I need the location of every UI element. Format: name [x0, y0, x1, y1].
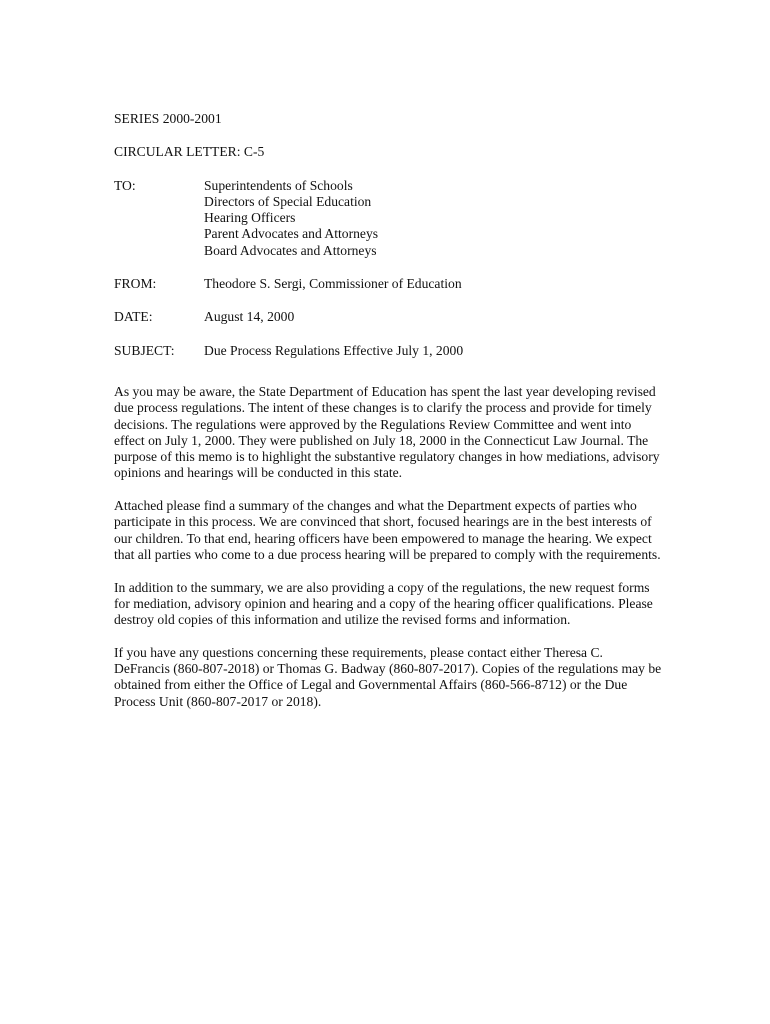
- series-heading: SERIES 2000-2001: [114, 111, 222, 126]
- body-paragraph: In addition to the summary, we are also providing a copy of the regulations, the new request forms for mediation, advisory opinion and hearing and a copy of the hearing officer qualifications. Please destroy old copies of this information and utilize the revised forms and information.: [114, 579, 653, 628]
- recipient-item: Superintendents of Schools: [204, 177, 353, 193]
- letter-body: [114, 384, 662, 710]
- memo-subject-row: [114, 343, 662, 359]
- body-paragraph: Attached please find a summary of the changes and what the Department expects of parties who participate in this process. We are convinced that short, focused hearings are in the best interests of our children. To that end, hearing officers have been empowered to manage the hearing. We expect that all parties who come to a due process hearing will be prepared to comply with the requirements.: [114, 498, 661, 562]
- date-label: DATE:: [114, 309, 153, 325]
- memo-to-row: [114, 178, 662, 259]
- recipient-item: Parent Advocates and Attorneys: [204, 226, 379, 242]
- body-paragraph: If you have any questions concerning these requirements, please contact either Theresa C. DeFrancis (860-807-2018) or Thomas G. Badway (860-807-2017). Copies of the regulations may be obtained from either the Office of Legal and Governmental Affairs (860-566-8712) or the Due Process Unit (860-807-2017 or 2018).: [114, 644, 662, 709]
- recipient-list: [204, 178, 662, 259]
- recipient-item: Hearing Officers: [204, 210, 296, 226]
- recipient-item: Directors of Special Education: [204, 193, 372, 209]
- memo-date-row: [114, 309, 662, 325]
- date-value: August 14, 2000: [204, 309, 295, 325]
- recipient-item: Board Advocates and Attorneys: [204, 242, 377, 258]
- from-value: Theodore S. Sergi, Commissioner of Education: [204, 276, 462, 292]
- to-label: TO:: [114, 177, 136, 193]
- circular-letter-heading: CIRCULAR LETTER: C-5: [114, 144, 265, 160]
- subject-label: SUBJECT:: [114, 342, 175, 358]
- from-label: FROM:: [114, 276, 157, 292]
- subject-value: Due Process Regulations Effective July 1, 2000: [204, 342, 464, 358]
- memo-from-row: [114, 276, 662, 292]
- document-page: [114, 111, 662, 726]
- body-paragraph: As you may be aware, the State Department of Education has spent the last year developing revised due process regulations. The intent of these changes is to clarify the process and provide for timely decisions. The regulations were approved by the Regulations Review Committee and went into effect on July 1, 2000. They were published on July 18, 2000 in the Connecticut Law Journal. The purpose of this memo is to highlight the substantive regulatory changes in how mediations, advisory opinions and hearings will be conducted in this state.: [114, 383, 660, 481]
